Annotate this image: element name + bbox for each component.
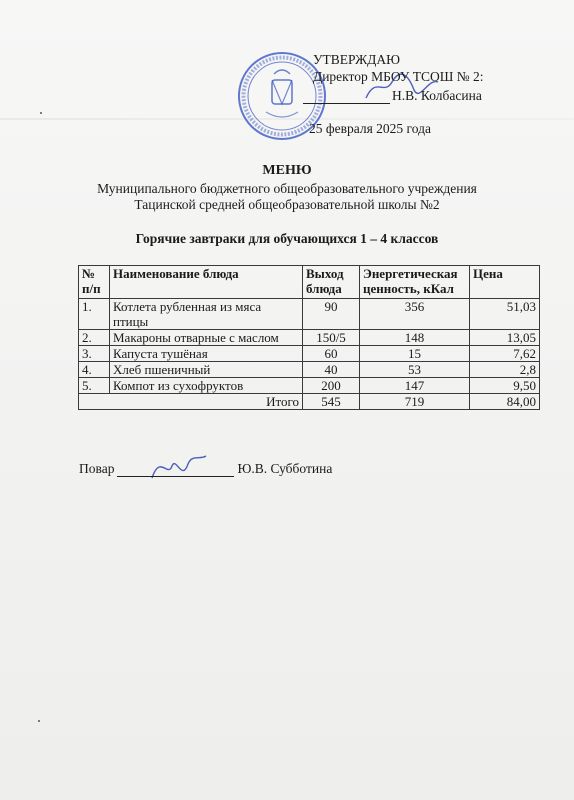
header-number: № п/п [79,266,110,299]
row-output: 60 [303,346,360,362]
table-row [79,346,540,362]
row-dish: Капуста тушёная [110,346,303,362]
approval-signer-line [303,88,482,104]
total-label: Итого [79,394,303,410]
table-row [79,299,540,330]
approval-position: Директор МБОУ ТСОШ № 2: [313,69,484,84]
row-output: 200 [303,378,360,394]
approval-signer: Н.В. Колбасина [392,88,482,103]
row-energy: 148 [360,330,470,346]
total-row [79,394,540,410]
cook-name: Ю.В. Субботина [237,461,333,476]
menu-table [78,265,540,410]
org-name-line1: Муниципального бюджетного общеобразовательного учреждения [97,181,477,196]
row-price: 2,8 [470,362,540,378]
table-row [79,378,540,394]
row-price: 9,50 [470,378,540,394]
row-number: 1. [79,299,110,330]
row-dish: Макароны отварные с маслом [110,330,303,346]
row-output: 150/5 [303,330,360,346]
row-energy: 147 [360,378,470,394]
row-energy: 53 [360,362,470,378]
header-dish: Наименование блюда [110,266,303,299]
table-row [79,330,540,346]
row-price: 13,05 [470,330,540,346]
row-output: 90 [303,299,360,330]
row-number: 4. [79,362,110,378]
row-number: 5. [79,378,110,394]
row-dish: Котлета рубленная из мяса птицы [110,299,303,330]
row-dish: Компот из сухофруктов [110,378,303,394]
cook-label: Повар [79,461,115,476]
row-number: 3. [79,346,110,362]
total-energy: 719 [360,394,470,410]
table-row [79,362,540,378]
row-energy: 15 [360,346,470,362]
row-price: 7,62 [470,346,540,362]
menu-subtitle: Горячие завтраки для обучающихся 1 – 4 классов [135,231,439,246]
approval-date: 25 февраля 2025 года [309,121,431,136]
row-price: 51,03 [470,299,540,330]
speck-mark [38,720,40,722]
table-header-row [79,266,540,299]
signature-line [303,91,390,104]
total-price: 84,00 [470,394,540,410]
row-output: 40 [303,362,360,378]
document-title: МЕНЮ [262,163,312,178]
cook-signature-block [79,461,332,477]
approval-title: УТВЕРЖДАЮ [313,52,401,67]
row-dish: Хлеб пшеничный [110,362,303,378]
org-name-line2: Тацинской средней общеобразовательной школы №2 [134,197,440,212]
approval-block [309,52,484,136]
header-energy: Энергетическая ценность, кКал [360,266,470,299]
total-output: 545 [303,394,360,410]
header-price: Цена [470,266,540,299]
speck-mark [40,112,42,114]
cook-signature-line [117,464,234,477]
row-number: 2. [79,330,110,346]
row-energy: 356 [360,299,470,330]
header-output: Выход блюда [303,266,360,299]
